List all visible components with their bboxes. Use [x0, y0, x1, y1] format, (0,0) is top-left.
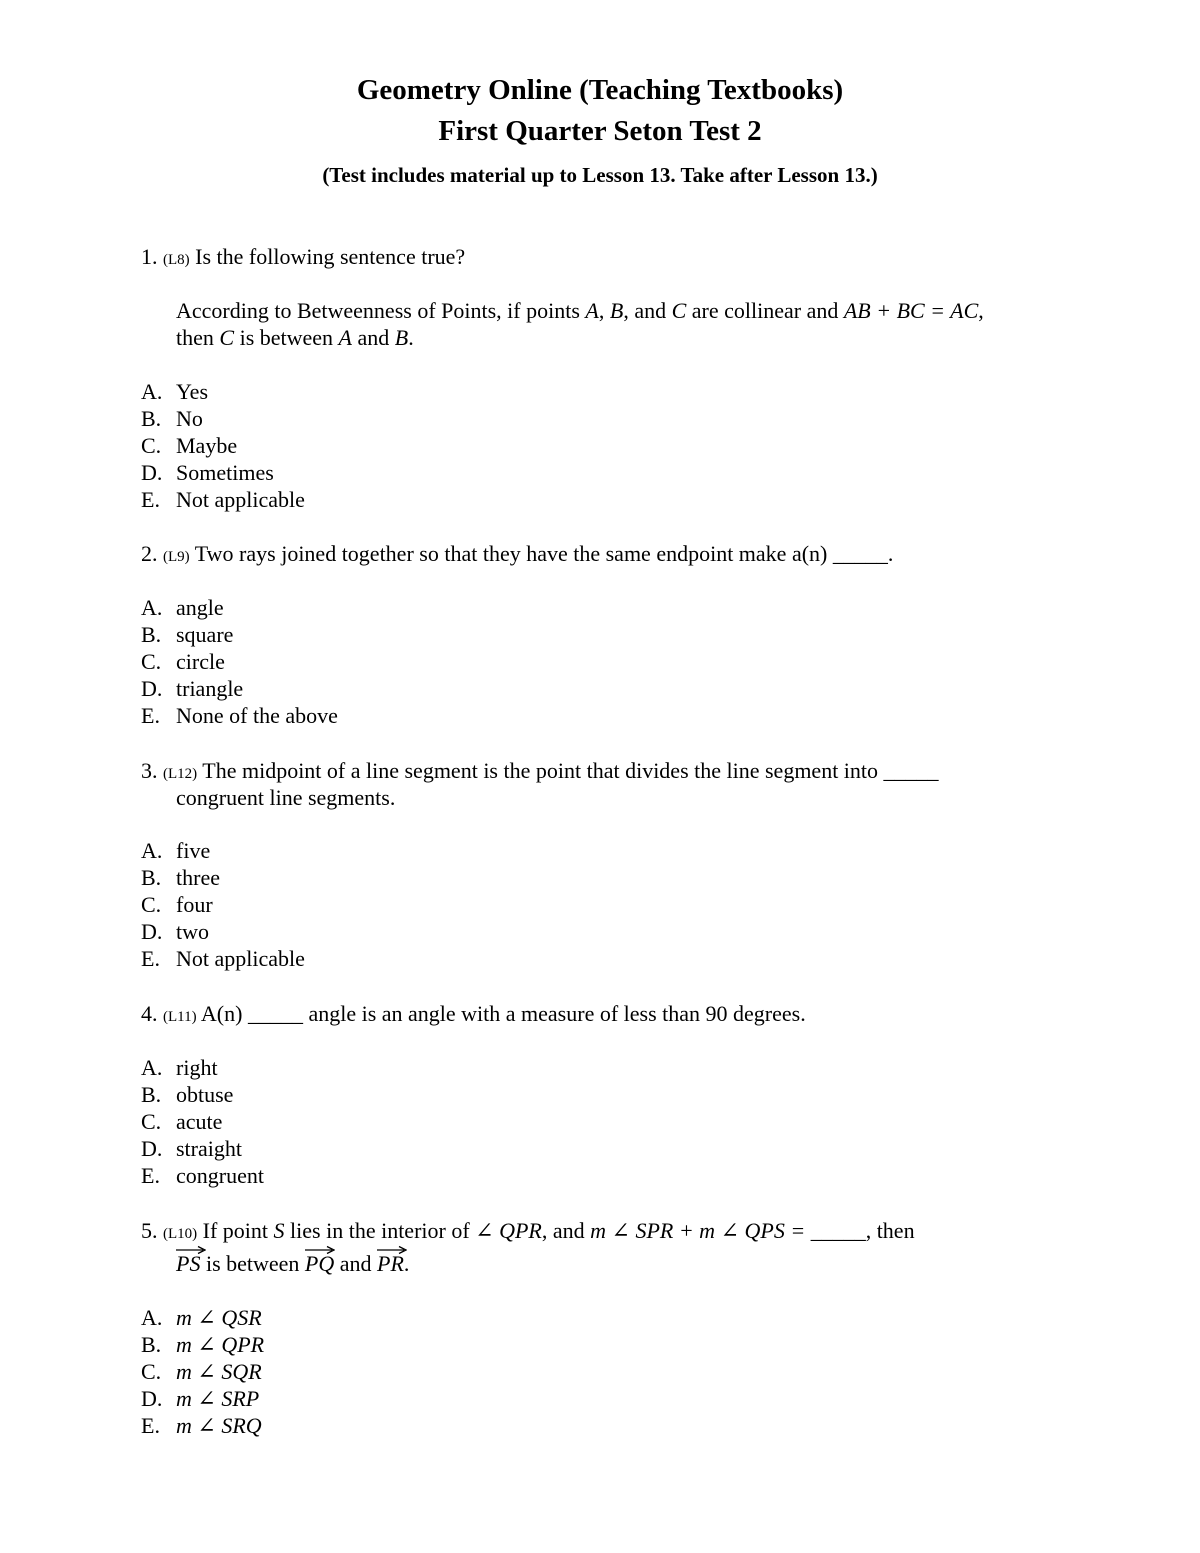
option-row — [141, 1162, 264, 1189]
option-text: four — [176, 892, 213, 917]
option-text: straight — [176, 1136, 242, 1161]
option-letter: A. — [141, 379, 163, 404]
question-text: Is the following sentence true? — [195, 244, 466, 269]
option-letter: B. — [141, 865, 162, 890]
option-text: congruent — [176, 1163, 264, 1188]
question-5-prompt: 5. (L10) If point S lies in the interior of ∠ QPR, and m ∠ SPR + m ∠ QPS = _____, then — [141, 1218, 915, 1243]
page-title: Geometry Online (Teaching Textbooks) — [356, 74, 844, 106]
option-text: Not applicable — [176, 487, 305, 512]
question-text: The midpoint of a line segment is the point that divides the line segment into _____ — [202, 758, 939, 783]
option-text: Yes — [176, 379, 209, 404]
option-text: square — [176, 622, 234, 647]
option-text: m ∠ QPR — [176, 1332, 265, 1357]
option-text: Sometimes — [176, 460, 274, 485]
question-2-prompt — [141, 540, 893, 571]
option-text: m ∠ SQR — [176, 1359, 262, 1384]
option-letter: A. — [141, 1055, 163, 1080]
question-1-prompt — [141, 243, 465, 274]
option-letter: E. — [141, 1163, 160, 1188]
option-row — [141, 621, 233, 648]
option-letter: A. — [141, 1305, 163, 1330]
option-row — [141, 405, 203, 432]
option-text: triangle — [176, 676, 244, 701]
option-letter: A. — [141, 838, 163, 863]
ray-pr: PR — [377, 1250, 404, 1277]
option-letter: E. — [141, 1413, 160, 1438]
option-text: obtuse — [176, 1082, 234, 1107]
question-text: A(n) _____ angle is an angle with a measure of less than 90 degrees. — [200, 1001, 806, 1026]
question-1-statement-line1: According to Betweenness of Points, if points A, B, and C are collinear and AB + BC = AC, — [176, 298, 984, 323]
lesson-tag: (L10) — [163, 1226, 198, 1242]
option-letter: B. — [141, 1082, 162, 1107]
option-letter: C. — [141, 892, 162, 917]
question-number: 1. — [141, 244, 158, 269]
question-number: 3. — [141, 758, 158, 783]
option-letter: E. — [141, 946, 160, 971]
lesson-tag: (L8) — [163, 252, 190, 268]
question-number: 4. — [141, 1001, 158, 1026]
option-letter: C. — [141, 433, 162, 458]
option-text: angle — [176, 595, 224, 620]
option-letter: E. — [141, 487, 160, 512]
question-1-statement-line2: then C is between A and B. — [176, 325, 414, 350]
question-number: 5. — [141, 1218, 158, 1243]
question-4-prompt — [141, 1000, 806, 1031]
option-letter: D. — [141, 919, 163, 944]
option-row — [141, 432, 237, 459]
option-text: Not applicable — [176, 946, 305, 971]
page-subtitle: First Quarter Seton Test 2 — [438, 115, 762, 147]
ray-pq: PQ — [305, 1250, 334, 1277]
ray-ps: PS — [176, 1250, 200, 1277]
option-row — [141, 378, 208, 405]
ray-arrow-icon — [305, 1245, 335, 1255]
option-row — [141, 1054, 218, 1081]
question-3-prompt-line2: congruent line segments. — [176, 785, 396, 810]
option-row — [141, 1385, 259, 1412]
option-row — [141, 1331, 264, 1358]
option-text: right — [176, 1055, 218, 1080]
option-row — [141, 459, 274, 486]
option-text: acute — [176, 1109, 223, 1134]
option-letter: A. — [141, 595, 163, 620]
option-row — [141, 675, 243, 702]
option-text: None of the above — [176, 703, 338, 728]
option-text: five — [176, 838, 211, 863]
option-text: m ∠ SRP — [176, 1386, 260, 1411]
option-row — [141, 594, 224, 621]
test-note: (Test includes material up to Lesson 13. Take after Lesson 13.) — [322, 163, 878, 187]
option-text: three — [176, 865, 220, 890]
option-text: Maybe — [176, 433, 238, 458]
option-row — [141, 1135, 242, 1162]
option-row — [141, 945, 305, 972]
option-letter: C. — [141, 1359, 162, 1384]
option-letter: C. — [141, 649, 162, 674]
option-text: m ∠ SRQ — [176, 1413, 262, 1438]
question-text: Two rays joined together so that they have the same endpoint make a(n) _____. — [194, 541, 894, 566]
option-row — [141, 837, 210, 864]
question-5-prompt-line2: PS is between PQ and PR. — [176, 1250, 409, 1277]
lesson-tag: (L11) — [163, 1009, 197, 1025]
option-row — [141, 1358, 262, 1385]
option-text: circle — [176, 649, 225, 674]
option-row — [141, 1108, 222, 1135]
option-row — [141, 1412, 262, 1439]
option-letter: B. — [141, 406, 162, 431]
ray-arrow-icon — [377, 1245, 407, 1255]
option-letter: D. — [141, 676, 163, 701]
question-number: 2. — [141, 541, 158, 566]
option-row — [141, 486, 305, 513]
option-text: No — [176, 406, 203, 431]
option-row — [141, 648, 225, 675]
option-letter: B. — [141, 622, 162, 647]
option-letter: D. — [141, 460, 163, 485]
option-row — [141, 1081, 233, 1108]
option-letter: C. — [141, 1109, 162, 1134]
lesson-tag: (L12) — [163, 766, 198, 782]
option-letter: D. — [141, 1136, 163, 1161]
option-row — [141, 918, 209, 945]
option-letter: B. — [141, 1332, 162, 1357]
option-text: m ∠ QSR — [176, 1305, 262, 1330]
option-letter: E. — [141, 703, 160, 728]
ray-arrow-icon — [176, 1245, 206, 1255]
option-text: two — [176, 919, 209, 944]
lesson-tag: (L9) — [163, 549, 190, 565]
option-row — [141, 702, 338, 729]
option-letter: D. — [141, 1386, 163, 1411]
option-row — [141, 1304, 262, 1331]
option-row — [141, 864, 220, 891]
option-row — [141, 891, 213, 918]
